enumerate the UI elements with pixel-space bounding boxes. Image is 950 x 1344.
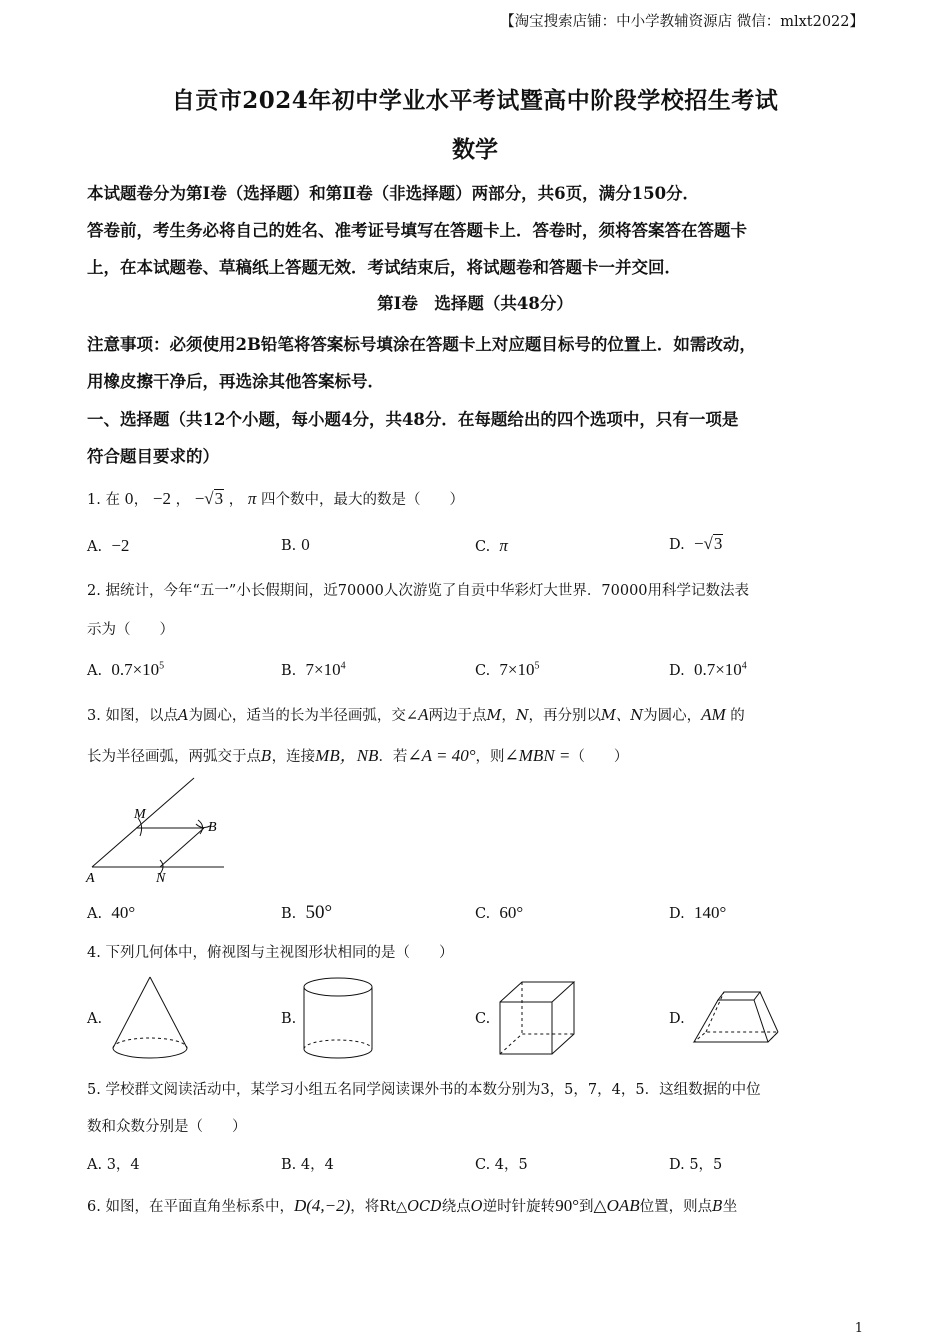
section-title: 第Ⅰ卷 选择题（共48分） [377, 294, 573, 313]
q3-option-d: D. 140° [669, 903, 727, 922]
q4-option-a-label: A. [87, 1011, 103, 1027]
question-5-line-1: 5. 学校群文阅读活动中，某学习小组五名同学阅读课外书的本数分别为3，5，7，4，5．这组数据的中位 [87, 1082, 761, 1098]
subject-title: 数学 [452, 136, 498, 163]
q1-neg-two: −2 [152, 489, 171, 508]
q2-option-b: B. $7\times 10^4$ [281, 660, 346, 679]
cylinder-icon [300, 975, 376, 1065]
q1-lead: 1. 在 0， [87, 492, 149, 508]
notice-line-2: 用橡皮擦干净后，再选涂其他答案标号． [87, 372, 384, 391]
q1-option-b: B. 0 [281, 538, 311, 554]
q2-option-a: A. $0.7\times 10^5$ [87, 660, 165, 679]
q1-sep: ， [175, 492, 191, 508]
question-2-line-2: 示为（ ） [87, 622, 174, 638]
q5-option-a: A. 3，4 [87, 1157, 140, 1173]
q2-option-d: D. $0.7\times 10^4$ [669, 660, 747, 679]
q1-tail: 四个数中，最大的数是（ ） [261, 492, 464, 508]
q4-option-c-label: C. [475, 1011, 491, 1027]
question-2-line-1: 2. 据统计，今年“五一”小长假期间，近70000人次游览了自贡中华彩灯大世界．70000用科学记数法表 [87, 583, 750, 599]
intro-line-3: 上，在本试题卷、草稿纸上答题无效．考试结束后，将试题卷和答题卡一并交回． [87, 258, 681, 277]
part-title-line-1: 一、选择题（共12个小题，每小题4分，共48分．在每题给出的四个选项中，只有一项是 [87, 410, 739, 429]
q3-option-c: C. 60° [475, 903, 524, 922]
q3-figure [82, 776, 232, 888]
question-6: 6. 如图，在平面直角坐标系中，D(4,−2)，将Rt△OCD绕点O逆时针旋转90°到△OAB位置，则点B坐 [87, 1196, 738, 1215]
q1-option-c: C. π [475, 536, 508, 555]
fig-label-M: M [134, 807, 146, 822]
q1-option-a: A. −2 [87, 536, 130, 555]
q4-option-b-label: B. [281, 1011, 297, 1027]
q3-option-a: A. 40° [87, 903, 136, 922]
q4-option-d-label: D. [669, 1011, 685, 1027]
question-4: 4. 下列几何体中，俯视图与主视图形状相同的是（ ） [87, 945, 454, 961]
fig-label-N: N [156, 871, 166, 886]
fig-label-B: B [208, 820, 217, 835]
q5-option-c: C. 4，5 [475, 1157, 528, 1173]
q1-option-d: D. −√3 [669, 534, 723, 553]
q5-option-b: B. 4，4 [281, 1157, 334, 1173]
question-5-line-2: 数和众数分别是（ ） [87, 1119, 247, 1135]
q2-option-c: C. $7\times 10^5$ [475, 660, 540, 679]
intro-line-2: 答卷前，考生务必将自己的姓名、准考证号填写在答题卡上．答卷时，须将答案答在答题卡 [87, 221, 747, 240]
question-1 [87, 488, 464, 509]
header-note: 【淘宝搜索店铺：中小学教辅资源店 微信：mlxt2022】 [500, 14, 864, 30]
page-number: 1 [854, 1321, 863, 1336]
notice-line-1: 注意事项：必须使用2B铅笔将答案标号填涂在答题卡上对应题目标号的位置上．如需改动， [87, 335, 756, 354]
question-3-line-2: 长为半径画弧，两弧交于点B，连接MB，NB．若∠A = 40°，则∠MBN =（ ） [87, 746, 629, 765]
q1-neg-sqrt3: −√3 [194, 489, 224, 508]
q5-option-d: D. 5，5 [669, 1157, 723, 1173]
q1-pi: π [247, 489, 257, 508]
question-3-line-1: 3. 如图，以点A为圆心，适当的长为半径画弧，交∠A两边于点M，N，再分别以M、N为圆心，AM 的 [87, 705, 745, 724]
exam-title: 自贡市2024年初中学业水平考试暨高中阶段学校招生考试 [171, 87, 779, 114]
q1-sep-2: ， [228, 492, 244, 508]
intro-line-1: 本试题卷分为第Ⅰ卷（选择题）和第Ⅱ卷（非选择题）两部分，共6页，满分150分． [87, 184, 700, 203]
q3-option-b: B. 50° [281, 902, 333, 923]
part-title-line-2: 符合题目要求的） [87, 447, 219, 466]
cube-icon [496, 980, 582, 1056]
cone-icon [108, 975, 192, 1065]
frustum-icon [690, 982, 782, 1052]
fig-label-A: A [86, 871, 95, 886]
